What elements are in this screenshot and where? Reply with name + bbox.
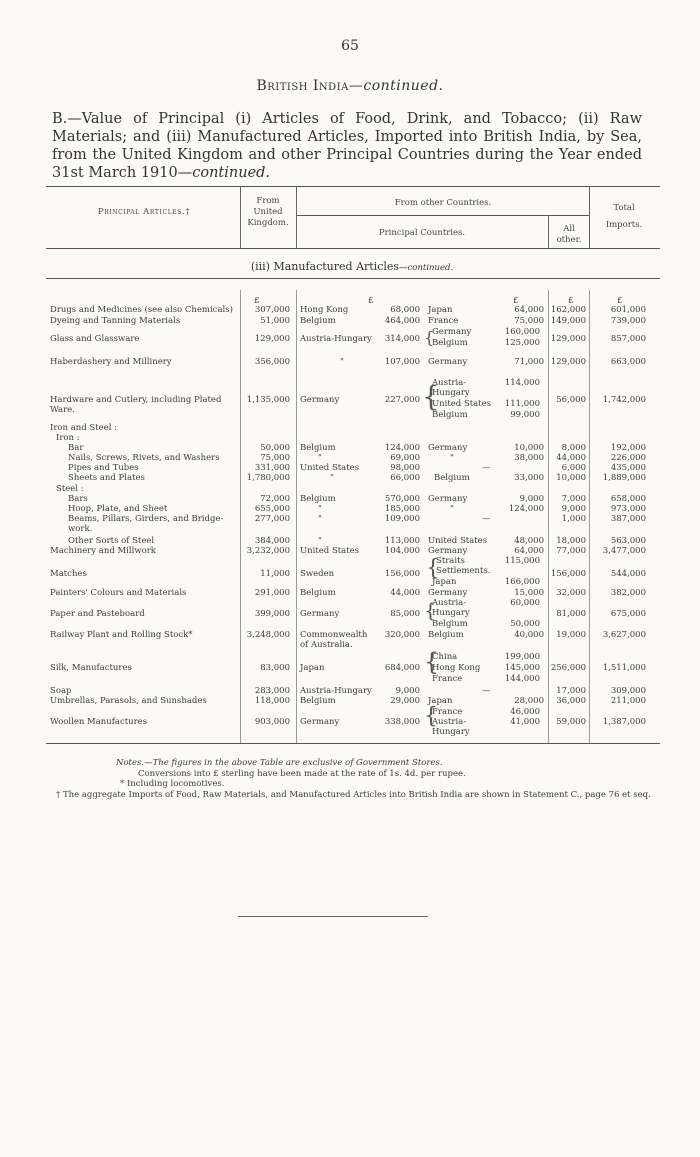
row-country: " xyxy=(330,473,334,483)
row-uk: 3,232,000 xyxy=(246,546,290,556)
row-country: " xyxy=(450,453,454,463)
row-total: 675,000 xyxy=(610,609,646,619)
row-country: Austria-Hungary xyxy=(300,334,372,344)
row-total: 3,477,000 xyxy=(602,546,646,556)
row-value: 85,000 xyxy=(390,609,420,619)
row-value: 114,000 xyxy=(504,378,540,388)
row-other: 32,000 xyxy=(556,588,586,598)
row-total: 435,000 xyxy=(610,463,646,473)
row-heading: Iron : xyxy=(56,433,80,443)
row-country: Austria-Hungary xyxy=(432,598,470,618)
row-other: 56,000 xyxy=(556,395,586,405)
row-value: 46,000 xyxy=(510,707,540,717)
row-value: 684,000 xyxy=(384,663,420,673)
row-value: 69,000 xyxy=(390,453,420,463)
title-main: B.—Value of Principal (i) Articles of Food, Drink, and Tobacco; (ii) Raw Materials; and (iii) Manufactured Articles, Imported into British India, by Sea, from the United Kingdom and other Principal Countries during the Year ended 31st March 1910 xyxy=(52,111,642,181)
row-country: Hong Kong xyxy=(300,305,349,315)
row-value: 50,000 xyxy=(510,619,540,629)
row-uk: 51,000 xyxy=(260,316,290,326)
row-value: 124,000 xyxy=(508,504,544,514)
section-label xyxy=(232,260,472,273)
row-uk: 75,000 xyxy=(260,453,290,463)
pound-total: £ xyxy=(617,296,623,306)
row-label: Painters' Colours and Materials xyxy=(50,588,187,598)
row-other: 8,000 xyxy=(561,443,586,453)
row-value: 570,000 xyxy=(384,494,420,504)
row-label: Woollen Manufactures xyxy=(50,717,148,727)
row-country: China xyxy=(432,652,458,662)
row-label: Soap xyxy=(50,686,72,696)
row-uk: 118,000 xyxy=(254,696,290,706)
row-country: Japan xyxy=(428,305,453,315)
row-value: 160,000 xyxy=(504,327,540,337)
running-head-cont: —continued. xyxy=(348,78,444,94)
row-total: 3,627,000 xyxy=(602,630,646,640)
row-uk: 291,000 xyxy=(254,588,290,598)
row-total: 658,000 xyxy=(610,494,646,504)
row-uk: 11,000 xyxy=(260,569,290,579)
subheader-rule xyxy=(296,215,589,216)
row-uk: 83,000 xyxy=(260,663,290,673)
header-principal: Principal Countries. xyxy=(378,228,466,238)
row-other: 162,000 xyxy=(550,305,586,315)
page-number: 65 xyxy=(341,38,359,54)
row-other: 81,000 xyxy=(556,609,586,619)
row-total: 1,889,000 xyxy=(602,473,646,483)
row-uk: 331,000 xyxy=(254,463,290,473)
row-value: 145,000 xyxy=(504,663,540,673)
row-label: Paper and Pasteboard xyxy=(50,609,145,619)
row-country: Commonwealth of Australia. xyxy=(300,630,368,650)
row-total: 382,000 xyxy=(610,588,646,598)
row-value: 48,000 xyxy=(514,536,544,546)
row-value: 66,000 xyxy=(390,473,420,483)
row-uk: 384,000 xyxy=(254,536,290,546)
row-country: Germany xyxy=(428,443,468,453)
header-from-uk-line3: Kingdom. xyxy=(247,218,289,228)
header-bottom-rule xyxy=(46,248,660,249)
row-total: 387,000 xyxy=(610,514,646,524)
col-divider-2 xyxy=(296,186,297,248)
row-country: — xyxy=(482,514,491,524)
header-articles: Principal Articles.† xyxy=(97,207,191,217)
row-other: 149,000 xyxy=(550,316,586,326)
header-top-rule xyxy=(46,186,660,187)
row-label: Hoop, Plate, and Sheet xyxy=(68,504,168,514)
row-label: Bar xyxy=(68,443,84,453)
running-head-main: British India xyxy=(256,78,349,94)
row-other: 18,000 xyxy=(556,536,586,546)
row-label: Silk, Manufactures xyxy=(50,663,132,673)
row-value: 29,000 xyxy=(390,696,420,706)
row-label: Drugs and Medicines (see also Chemicals) xyxy=(50,305,233,315)
row-country: Germany xyxy=(300,609,340,619)
row-total: 563,000 xyxy=(610,536,646,546)
row-label: Glass and Glassware xyxy=(50,334,140,344)
row-value: 71,000 xyxy=(514,357,544,367)
row-heading: Iron and Steel : xyxy=(50,423,117,433)
pound-c2: £ xyxy=(513,296,519,306)
row-value: 99,000 xyxy=(510,410,540,420)
row-label: Other Sorts of Steel xyxy=(68,536,155,546)
row-country: — xyxy=(482,686,491,696)
row-value: 41,000 xyxy=(510,717,540,727)
body-divider-1 xyxy=(240,290,241,743)
row-total: 211,000 xyxy=(610,696,646,706)
row-label: Hardware and Cutlery, including Plated Ware. xyxy=(50,395,222,415)
row-country: Germany xyxy=(428,546,468,556)
header-all-other-line1: All xyxy=(563,224,575,234)
row-value: 124,000 xyxy=(384,443,420,453)
row-value: 113,000 xyxy=(384,536,420,546)
row-country: Belgium xyxy=(300,588,336,598)
col-divider-1 xyxy=(240,186,241,248)
row-total: 739,000 xyxy=(610,316,646,326)
row-country: Belgium xyxy=(300,494,336,504)
row-value: 75,000 xyxy=(514,316,544,326)
row-value: 166,000 xyxy=(504,577,540,587)
header-total xyxy=(591,203,657,231)
row-country: " xyxy=(318,514,322,524)
row-country: Japan xyxy=(300,663,325,673)
row-total: 1,511,000 xyxy=(602,663,646,673)
row-uk: 283,000 xyxy=(254,686,290,696)
row-value: 227,000 xyxy=(384,395,420,405)
row-uk: 1,135,000 xyxy=(246,395,290,405)
brace-icon: { xyxy=(424,648,440,676)
row-country: United States xyxy=(428,536,488,546)
note-line: Conversions into £ sterling have been made at the rate of 1s. 4d. per rupee. xyxy=(138,768,466,779)
row-total: 226,000 xyxy=(610,453,646,463)
row-uk: 903,000 xyxy=(254,717,290,727)
row-value: 109,000 xyxy=(384,514,420,524)
pound-other: £ xyxy=(568,296,574,306)
row-country: Sweden xyxy=(300,569,335,579)
row-label: Bars xyxy=(68,494,88,504)
row-country: France xyxy=(432,707,463,717)
row-label: Matches xyxy=(50,569,87,579)
row-value: 314,000 xyxy=(384,334,420,344)
row-other: 256,000 xyxy=(550,663,586,673)
brace-icon: { xyxy=(424,598,437,622)
row-label: Railway Plant and Rolling Stock* xyxy=(50,630,193,640)
brace-icon: { xyxy=(424,704,438,729)
table-bottom-rule xyxy=(46,743,660,744)
row-uk: 50,000 xyxy=(260,443,290,453)
row-country: Germany xyxy=(428,357,468,367)
row-label: Haberdashery and Millinery xyxy=(50,357,172,367)
row-other: 156,000 xyxy=(550,569,586,579)
row-label: Nails, Screws, Rivets, and Washers xyxy=(68,453,220,463)
header-all-other xyxy=(550,224,588,246)
row-country: " xyxy=(450,504,454,514)
pound-uk: £ xyxy=(254,296,260,306)
row-other: 129,000 xyxy=(550,357,586,367)
row-value: 111,000 xyxy=(504,399,540,409)
row-other: 36,000 xyxy=(556,696,586,706)
row-country: Straits Settlements. xyxy=(436,556,491,576)
row-value: 64,000 xyxy=(514,546,544,556)
row-value: 64,000 xyxy=(514,305,544,315)
section-cont: —continued. xyxy=(399,263,454,273)
row-value: 9,000 xyxy=(395,686,420,696)
row-value: 464,000 xyxy=(384,316,420,326)
row-total: 544,000 xyxy=(610,569,646,579)
row-label: Sheets and Plates xyxy=(68,473,145,483)
row-uk: 277,000 xyxy=(254,514,290,524)
footer-rule xyxy=(238,916,428,917)
brace-icon: { xyxy=(426,556,440,581)
row-country: Germany xyxy=(432,327,472,337)
title-cont: —continued. xyxy=(177,165,271,181)
header-total-line1: Total xyxy=(613,203,635,213)
row-country: Germany xyxy=(300,717,340,727)
row-label: Beams, Pillars, Girders, and Bridge-work. xyxy=(68,514,224,534)
row-country: " xyxy=(318,453,322,463)
row-total: 1,387,000 xyxy=(602,717,646,727)
row-value: 107,000 xyxy=(384,357,420,367)
row-label: Pipes and Tubes xyxy=(68,463,139,473)
row-country: United States xyxy=(300,546,360,556)
pound-c1: £ xyxy=(368,296,374,306)
row-uk: 356,000 xyxy=(254,357,290,367)
row-value: 104,000 xyxy=(384,546,420,556)
row-total: 601,000 xyxy=(610,305,646,315)
row-country: Belgium xyxy=(432,338,468,348)
note-line: Notes.—The figures in the above Table are exclusive of Government Stores. xyxy=(116,758,443,768)
note-line: † The aggregate Imports of Food, Raw Materials, and Manufactured Articles into British India are shown in Statement C., page 76 et seq. xyxy=(56,789,651,800)
row-uk: 72,000 xyxy=(260,494,290,504)
row-country: Hong Kong xyxy=(432,663,481,673)
row-value: 10,000 xyxy=(514,443,544,453)
row-value: 68,000 xyxy=(390,305,420,315)
row-other: 19,000 xyxy=(556,630,586,640)
brace-icon: { xyxy=(422,380,440,413)
row-country: " xyxy=(318,504,322,514)
row-country: Austria-Hungary xyxy=(432,378,470,398)
row-uk: 1,780,000 xyxy=(246,473,290,483)
header-all-other-line2: other. xyxy=(556,235,582,245)
row-country: Germany xyxy=(428,494,468,504)
row-country: " xyxy=(318,536,322,546)
body-divider-3 xyxy=(548,290,549,743)
body-divider-2 xyxy=(296,290,297,743)
row-value: 15,000 xyxy=(514,588,544,598)
row-country: Austria-Hungary xyxy=(432,717,470,737)
row-value: 338,000 xyxy=(384,717,420,727)
row-uk: 399,000 xyxy=(254,609,290,619)
row-uk: 129,000 xyxy=(254,334,290,344)
running-head xyxy=(0,78,700,94)
header-total-line2: Imports. xyxy=(605,220,643,230)
note-line: * Including locomotives. xyxy=(120,779,225,789)
row-other: 9,000 xyxy=(561,504,586,514)
row-country: France xyxy=(428,316,459,326)
row-value: 9,000 xyxy=(519,494,544,504)
row-value: 185,000 xyxy=(384,504,420,514)
body-divider-4 xyxy=(589,290,590,743)
row-country: Belgium xyxy=(434,473,470,483)
header-from-uk-line2: United xyxy=(253,207,283,217)
row-country: Austria-Hungary xyxy=(300,686,372,696)
row-total: 309,000 xyxy=(610,686,646,696)
row-other: 129,000 xyxy=(550,334,586,344)
section-main: (iii) Manufactured Articles xyxy=(250,260,400,273)
row-total: 1,742,000 xyxy=(602,395,646,405)
header-from-other: From other Countries. xyxy=(394,198,492,208)
row-value: 28,000 xyxy=(514,696,544,706)
row-country: Belgium xyxy=(428,630,464,640)
row-country: Belgium xyxy=(432,619,468,629)
row-other: 17,000 xyxy=(556,686,586,696)
row-country: Belgium xyxy=(300,443,336,453)
row-total: 663,000 xyxy=(610,357,646,367)
row-value: 125,000 xyxy=(504,338,540,348)
row-value: 144,000 xyxy=(504,674,540,684)
row-country: Japan xyxy=(432,577,457,587)
row-uk: 655,000 xyxy=(254,504,290,514)
row-value: 199,000 xyxy=(504,652,540,662)
row-other: 6,000 xyxy=(561,463,586,473)
row-label: Machinery and Millwork xyxy=(50,546,156,556)
row-other: 44,000 xyxy=(556,453,586,463)
section-rule xyxy=(46,278,660,279)
row-country: France xyxy=(432,674,463,684)
row-country: United States xyxy=(432,399,492,409)
row-other: 7,000 xyxy=(561,494,586,504)
row-country: Germany xyxy=(300,395,340,405)
row-country: United States xyxy=(300,463,360,473)
row-value: 156,000 xyxy=(384,569,420,579)
row-value: 115,000 xyxy=(504,556,540,566)
row-value: 60,000 xyxy=(510,598,540,608)
row-country: " xyxy=(340,357,344,367)
header-from-uk xyxy=(242,196,294,229)
notes xyxy=(56,758,656,800)
row-value: 33,000 xyxy=(514,473,544,483)
row-uk: 307,000 xyxy=(254,305,290,315)
row-heading: Steel : xyxy=(56,484,84,494)
row-country: Belgium xyxy=(300,696,336,706)
row-country: Germany xyxy=(428,588,468,598)
row-other: 1,000 xyxy=(561,514,586,524)
row-other: 10,000 xyxy=(556,473,586,483)
row-value: 320,000 xyxy=(384,630,420,640)
row-total: 973,000 xyxy=(610,504,646,514)
row-country: Japan xyxy=(428,696,453,706)
row-country: Belgium xyxy=(432,410,468,420)
row-value: 40,000 xyxy=(514,630,544,640)
row-label: Dyeing and Tanning Materials xyxy=(50,316,181,326)
col-divider-4 xyxy=(548,215,549,248)
row-total: 857,000 xyxy=(610,334,646,344)
row-other: 77,000 xyxy=(556,546,586,556)
row-country: Belgium xyxy=(300,316,336,326)
brace-icon: { xyxy=(424,328,435,347)
col-divider-3 xyxy=(589,186,590,248)
row-other: 59,000 xyxy=(556,717,586,727)
row-label: Umbrellas, Parasols, and Sunshades xyxy=(50,696,207,706)
row-uk: 3,248,000 xyxy=(246,630,290,640)
header-from-uk-line1: From xyxy=(256,196,280,206)
row-value: 38,000 xyxy=(514,453,544,463)
row-total: 192,000 xyxy=(610,443,646,453)
row-country: — xyxy=(482,463,491,473)
table-title xyxy=(52,110,642,182)
row-value: 98,000 xyxy=(390,463,420,473)
row-value: 44,000 xyxy=(390,588,420,598)
